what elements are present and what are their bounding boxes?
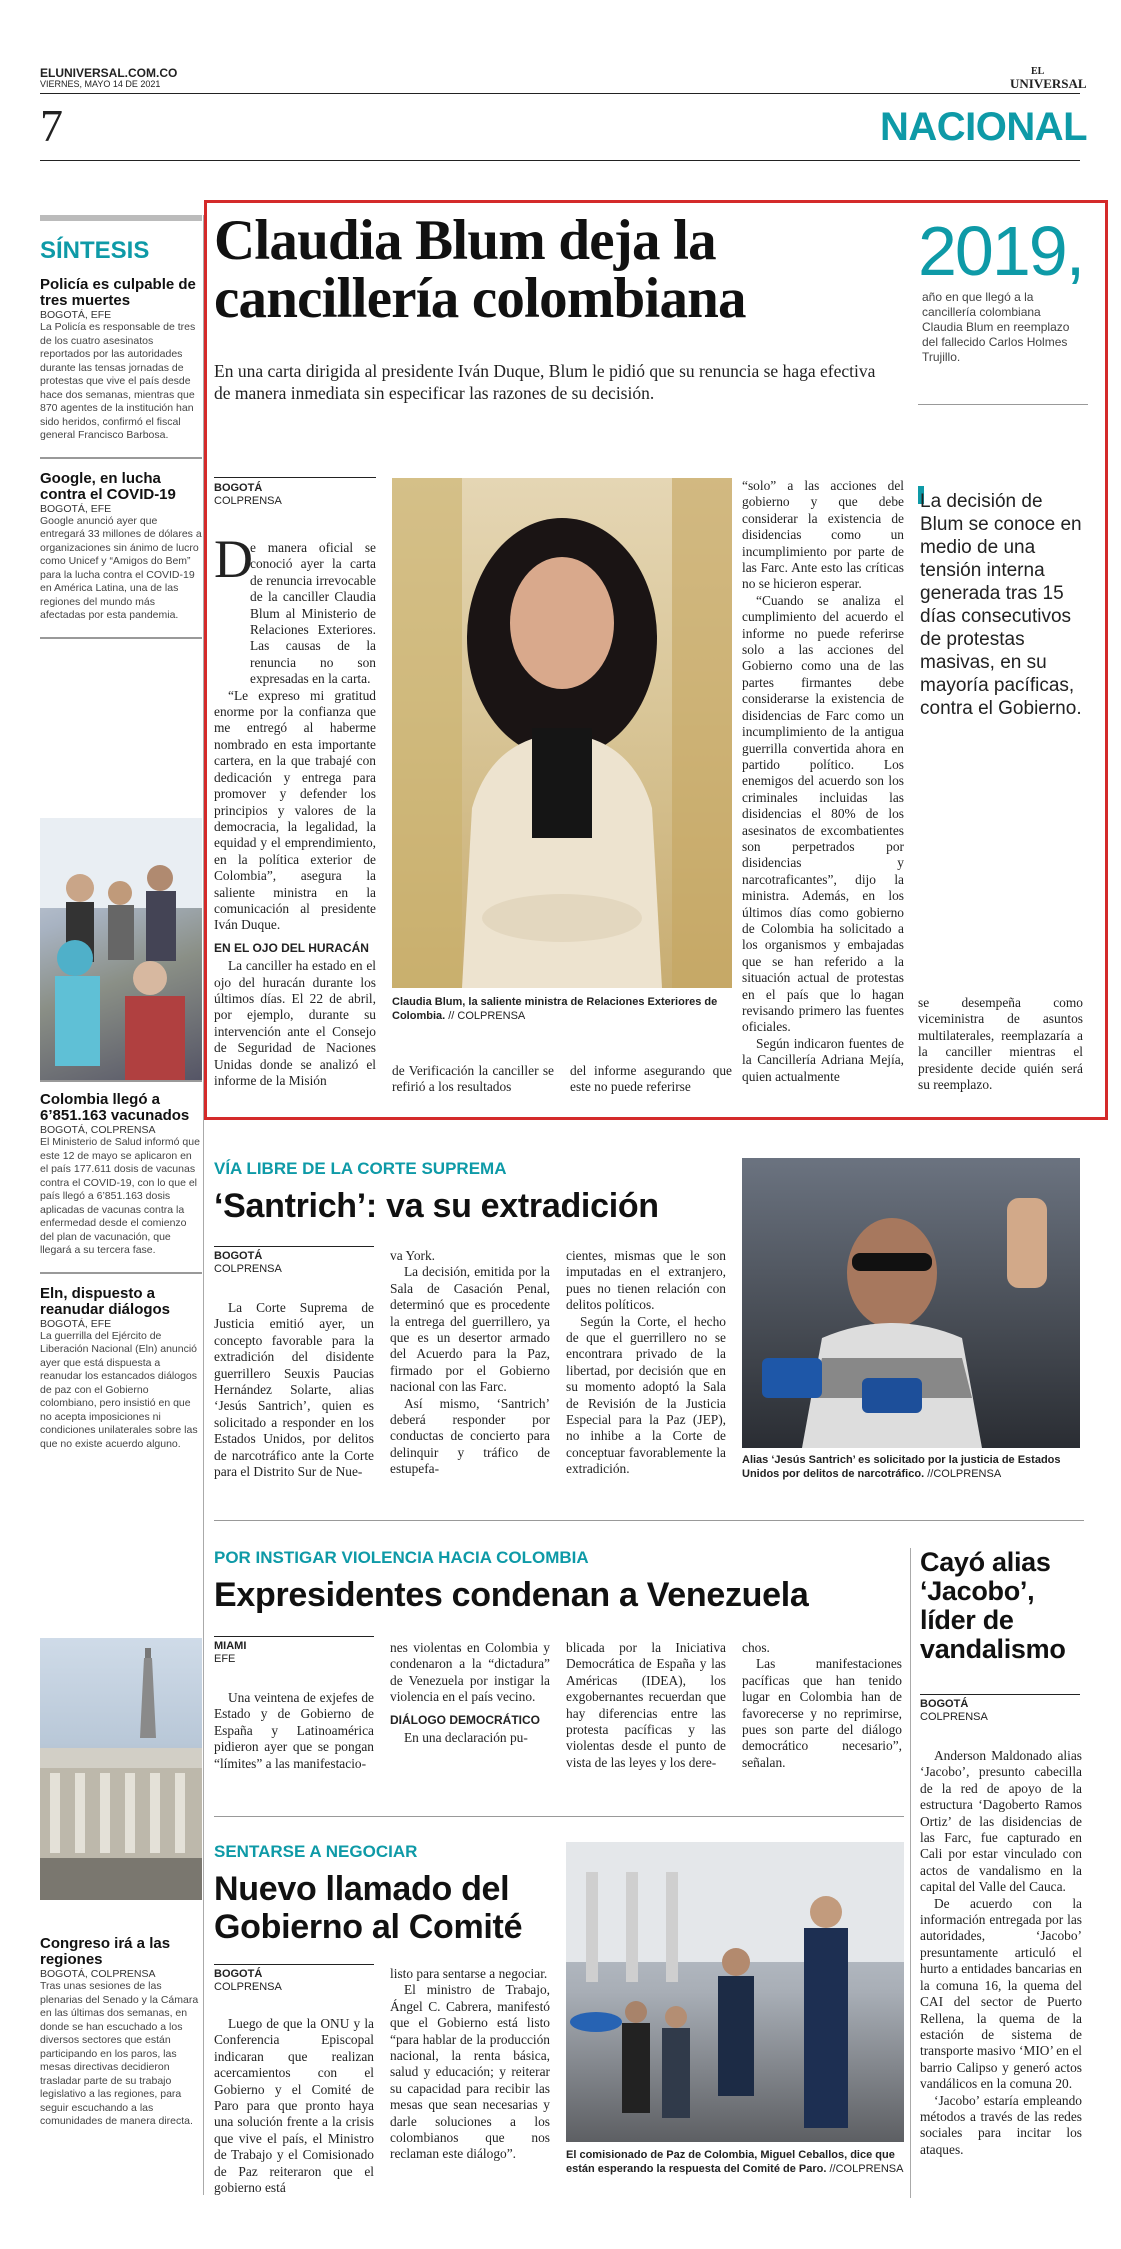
sidebar <box>40 215 202 651</box>
santrich-col3: cientes, mismas que le son imputadas en el extranjero, pues no tienen relación con delitos políticos. Según la Corte, el hecho de que el guerrillero no se encontrara privado de la libertad, por decisión que en su momento adoptó la Sala de Revisión de la Justicia Especial para la Paz (JEP), no inhibe a la Corte de conceptuar favorablemente la extradición. <box>566 1248 726 1477</box>
santrich-byline-rule <box>214 1246 374 1247</box>
santrich-headline: ‘Santrich’: va su extradición <box>214 1187 659 1225</box>
comite-headline: Nuevo llamado del Gobierno al Comité <box>214 1870 523 1946</box>
santrich-caption: Alias ‘Jesús Santrich’ es solicitado por la justicia de Estados Unidos por delitos de narcotráfico. //COLPRENSA <box>742 1454 1061 1480</box>
logo-top: EL <box>1031 66 1045 77</box>
comite-kicker: SENTARSE A NEGOCIAR <box>214 1842 418 1861</box>
comite-byline-rule <box>214 1964 374 1965</box>
venezuela-rule <box>214 1816 904 1817</box>
venezuela-col4: chos. Las manifestaciones pacíficas que han tenido lugar en Colombia han de favorecerse y no reprimirse, pues son parte del diálogo democrático necesario”, señalan. <box>742 1640 902 1770</box>
main-col5: se desempeña como viceministra de asuntos multilaterales, reemplazaría a la canciller mientras el presidente decide quién será su reemplazo. <box>918 995 1083 1093</box>
issue-date: VIERNES, MAYO 14 DE 2021 <box>40 79 161 89</box>
venezuela-kicker: POR INSTIGAR VIOLENCIA HACIA COLOMBIA <box>214 1548 589 1567</box>
santrich-byline: BOGOTÁ COLPRENSA <box>214 1250 282 1275</box>
sidebar-item: Eln, dispuesto a reanudar diálogos BOGOTÁ, EFE La guerrilla del Ejército de Liberación Nacional (Eln) anunció ayer que está dispuesta a reanudar los estancados diálogos de paz con el Gobierno colombiano, pero insistió en que no acepta imposiciones ni condiciones unilaterales sobre las que no existe acuerdo alguno. <box>40 1284 198 1450</box>
drop-cap: D <box>214 529 253 589</box>
stat-rule <box>918 404 1088 405</box>
santrich-rule <box>214 1520 1084 1521</box>
main-byline-rule <box>214 477 376 478</box>
jacobo-body: Anderson Maldonado alias ‘Jacobo’, presunto cabecilla de la red de apoyo de la estructura ‘Dagoberto Ramos Ortiz’ de las disidencias de las Farc, fue capturado en Cali por estar vinculado con actos de vandalismo en la capital del Valle del Cauca. De acuerdo con la información entregada por las autoridades, ‘Jacobo’ presuntamente articuló el hurto a entidades bancarias en la comuna 16, la quema del CAI del sector de Puerto Rellena, la quema de la estación de sistema de transporte masivo ‘MIO’ en el barrio Calipso y generó actos vandálicos en la comuna 20. ‘Jacobo’ estaría empleando métodos a través de las redes sociales para incitar los ataques. <box>920 1748 1082 2157</box>
venezuela-headline: Expresidentes condenan a Venezuela <box>214 1576 809 1614</box>
vaccination-illustration <box>40 818 202 1080</box>
stat-number: 2019, <box>918 212 1084 290</box>
main-col2: de Verificación la canciller se refirió a los resultados <box>392 1063 554 1095</box>
ceballos-photo <box>566 1842 904 2142</box>
page-number: 7 <box>40 100 63 151</box>
venezuela-col2: nes violentas en Colombia y condenaron a la “dictadura” de Venezuela por instigar la violencia en el país vecino. DIÁLOGO DEMOCRÁTICO En una declaración pu- <box>390 1640 550 1746</box>
santrich-photo <box>742 1158 1080 1448</box>
blum-caption: Claudia Blum, la saliente ministra de Relaciones Exteriores de Colombia. // COLPRENSA <box>392 996 718 1022</box>
main-headline: Claudia Blum deja la cancillería colombiana <box>214 209 746 330</box>
sidebar-item: Google, en lucha contra el COVID-19 BOGOTÁ, EFE Google anunció ayer que entregará 33 millones de dólares a organizaciones sin ánimo de lucro como Unicef y “Amigos do Bem” para la lucha contra el COVID-19 en América Latina, una de las regiones del mundo más afectadas por esta pandemia. <box>40 469 202 621</box>
masthead-rule <box>40 93 1080 94</box>
capitol-photo <box>40 1638 202 1900</box>
sidebar-lower <box>40 1080 202 1451</box>
section-rule <box>40 160 1080 161</box>
section-title: NACIONAL <box>880 105 1088 149</box>
santrich-col2: va York. La decisión, emitida por la Sala de Casación Penal, determinó que es procedente la entrega del guerrillero, ya que es un desertor armado del Acuerdo para la Paz, firmado por el Gobierno nacional con las Farc. Así mismo, ‘Santrich’ deberá responder por conductas de concierto para delinquir y tráfico de estupefa- <box>390 1248 550 1477</box>
sidebar-item: Congreso irá a las regiones BOGOTÁ, COLPRENSA Tras unas sesiones de las plenarias del Senado y la Cámara en las últimas dos semanas, en donde se han escuchado a los diversos sectores que están participando en los paros, las mesas directivas decidieron trasladar parte de su trabajo legislativo a las regiones, para seguir escuchando a las comunidades de manera directa. <box>40 1935 199 2127</box>
venezuela-col3: blicada por la Iniciativa Democrática de España y las Américas (IDEA), los exgobernantes recuerdan que hay diferencias entre las protesta pacíficas y las violentas desde el punto de vista de las leyes y los dere- <box>566 1640 726 1770</box>
pullquote: La decisión de Blum se conoce en medio de una tensión interna generada tras 15 días consecutivos de protestas masivas, en su mayoría pacíficas, contra el Gobierno. <box>920 491 1082 719</box>
venezuela-byline: MIAMI EFE <box>214 1640 247 1665</box>
capitol-illustration <box>40 1638 202 1900</box>
main-dek: En una carta dirigida al presidente Iván Duque, Blum le pidió que su renuncia se haga efectiva de manera inmediata sin especificar las razones de su decisión. <box>214 361 876 403</box>
jacobo-separator <box>910 1548 911 2198</box>
jacobo-headline: Cayó alias ‘Jacobo’, líder de vandalismo <box>920 1547 1066 1664</box>
main-col4: “solo” a las acciones del gobierno y que debe considerar la existencia de disidencias como un incumplimiento por parte de las Farc. Ante esto las críticas no se hicieron esperar. “Cuando se analiza el cumplimiento del acuerdo el informe no puede referirse solo a las acciones del Gobierno como una de las partes firmantes debe considerarse la existencia de disidencias de Farc como un incumplimiento de la antigua guerrilla convertida ahora en partido político. Los enemigos del acuerdo son los criminales incluidas las disidencias el 80% de los asesinatos de excombatientes son perpetrados por disidencias y narcotraficantes”, dijo la ministra. Además, en los últimos días como gobierno de Colombia ha solicitado a los organismos y embajadas que se han referido a la situación actual de protestas en el país que lo hagan revisando primero las fuentes oficiales. Según indicaron fuentes de la Cancillería Adriana Mejía, quien actualmente <box>742 478 904 1084</box>
vaccination-photo <box>40 818 202 1080</box>
venezuela-byline-rule <box>214 1636 374 1637</box>
santrich-illustration <box>742 1158 1080 1448</box>
venezuela-col1: Una veintena de exjefes de Estado y de Gobierno de España y Latinoamérica pidieron ayer que se pongan “límites” a las manifestacio- <box>214 1690 374 1771</box>
santrich-col1: La Corte Suprema de Justicia emitió ayer, un concepto favorable para la extradición del disidente guerrillero Seuxis Paucias Hernández Solarte, alias ‘Jesús Santrich’, quien es solicitado a responder en los Estados Unidos, por delitos de narcotráfico ante la Corte para el Distrito Sur de Nue- <box>214 1300 374 1480</box>
main-col1-text: e manera oficial se conoció ayer la carta de renuncia irrevocable de la canciller Claudia Blum al Ministerio de Relaciones Exteriores. Las causas de la renuncia no son expresadas en la carta. “Le expreso mi gratitud enorme por la confianza que me entregó al haberme nombrado en esta importante cartera, en la que trabajé con dedicación y entrega para promover y defender los principios y valores de la democracia, la legalidad, la equidad y el emprendimiento, en la política exterior de Colombia”, asegura la saliente ministra en la comunicación al presidente Iván Duque. EN EL OJO DEL HURACÁN La canciller ha estado en el ojo del huracán durante los últimos días. El 22 de abril, por ejemplo, durante su intervención ante el Consejo de Seguridad de Naciones Unidas donde se analizó el informe de la Misión <box>214 540 376 1088</box>
sidebar-item: Policía es culpable de tres muertes BOGOTÁ, EFE La Policía es responsable de tres de los cuatro asesinatos reportados por las autoridades durante las tensas jornadas de protestas que vive el país desde hace dos semanas, mientras que 870 agentes de la institución han sido heridos, confirmó el fiscal general Francisco Barbosa. <box>40 276 196 441</box>
ceballos-caption: El comisionado de Paz de Colombia, Miguel Ceballos, dice que están esperando la respuesta del Comité de Paro. //COLPRENSA <box>566 2149 904 2175</box>
main-byline: BOGOTÁ COLPRENSA <box>214 482 282 507</box>
comite-col1: Luego de que la ONU y la Conferencia Episcopal indicaran que realizan acercamientos con el Gobierno y el Comité de Paro para que pronto haya una solución frente a la crisis que vive el país, el Ministro de Trabajo y el Comisionado de Paz reiteraron que el gobierno está <box>214 2016 374 2196</box>
blum-photo <box>392 478 732 988</box>
logo: UNIVERSAL <box>1010 76 1087 91</box>
sidebar-item: Colombia llegó a 6’851.163 vacunados BOGOTÁ, COLPRENSA El Ministerio de Salud informó que este 12 de mayo se aplicaron en el país 177.611 dosis de vacunas contra el COVID-19, con lo que el país llegó a 6’851.163 dosis aplicadas de vacunas contra la enfermedad desde el comienzo del plan de vacunación, que llegará a su tercera fase. <box>40 1091 200 1256</box>
stat-text: año en que llegó a la cancillería colombiana Claudia Blum en reemplazo del fallecido Carlos Holmes Trujillo. <box>922 290 1070 364</box>
jacobo-byline-rule <box>920 1694 1080 1695</box>
ceballos-illustration <box>566 1842 904 2142</box>
comite-byline: BOGOTÁ COLPRENSA <box>214 1968 282 1993</box>
sidebar-title: SÍNTESIS <box>40 237 150 264</box>
santrich-kicker: VÍA LIBRE DE LA CORTE SUPREMA <box>214 1159 507 1178</box>
main-col3: del informe asegurando que este no puede referirse <box>570 1063 732 1095</box>
site-url: ELUNIVERSAL.COM.CO <box>40 66 178 80</box>
jacobo-byline: BOGOTÁ COLPRENSA <box>920 1698 988 1723</box>
sidebar-bottom <box>40 1936 202 2129</box>
comite-col2: listo para sentarse a negociar. El ministro de Trabajo, Ángel C. Cabrera, manifestó que el Gobierno está listo “para hablar de la producción nacional, la renta básica, salud y educación; y reiterar su capacidad para recibir las mesas que sean necesarias y darle soluciones a los colombianos que nos reclaman este diálogo”. <box>390 1966 550 2162</box>
blum-illustration <box>392 478 732 988</box>
